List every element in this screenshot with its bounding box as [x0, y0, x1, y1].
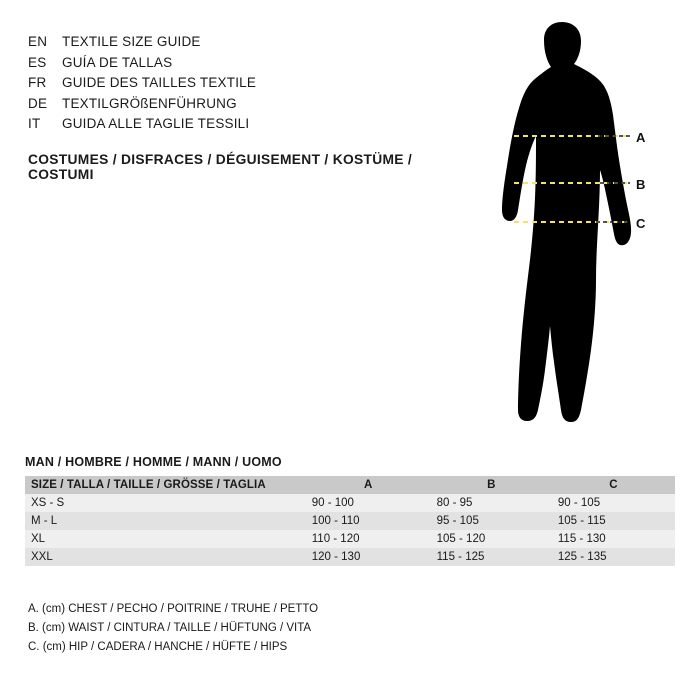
row-value-b: 80 - 95: [431, 494, 552, 512]
table-row: [25, 530, 675, 548]
table-header-c: C: [552, 476, 675, 494]
row-value-a: 120 - 130: [306, 548, 431, 566]
row-size-label: M - L: [25, 512, 306, 530]
legend-line-a: A. (cm) CHEST / PECHO / POITRINE / TRUHE / PETTO: [28, 603, 319, 615]
man-silhouette-figure: [470, 18, 675, 438]
language-code-en: EN: [28, 34, 48, 49]
row-value-c: 125 - 135: [552, 548, 675, 566]
language-row-de: [28, 94, 468, 115]
language-text-it: GUIDA ALLE TAGLIE TESSILI: [62, 116, 250, 131]
language-code-de: DE: [28, 95, 48, 111]
language-code-es: ES: [28, 54, 47, 70]
row-size-label: XS - S: [25, 494, 306, 512]
measure-label-a: A: [636, 130, 646, 145]
language-row-it: [28, 114, 468, 135]
language-code-fr: FR: [28, 75, 47, 90]
table-header-size: SIZE / TALLA / TAILLE / GRÖSSE / TAGLIA: [25, 476, 306, 494]
table-caption: MAN / HOMBRE / HOMME / MANN / UOMO: [25, 455, 282, 469]
size-table-section: [25, 455, 675, 566]
row-value-a: 110 - 120: [306, 530, 431, 548]
size-table-body: [25, 494, 675, 566]
legend-line-c: C. (cm) HIP / CADERA / HANCHE / HÜFTE / HIPS: [28, 641, 288, 653]
row-value-b: 95 - 105: [431, 512, 552, 530]
table-header-b: B: [431, 476, 552, 494]
language-text-de: TEXTILGRÖßENFÜHRUNG: [62, 95, 237, 111]
language-text-en: TEXTILE SIZE GUIDE: [62, 34, 201, 49]
row-size-label: XXL: [25, 548, 306, 566]
row-value-b: 115 - 125: [431, 548, 552, 566]
header-block: [28, 32, 468, 182]
measurement-legend: [28, 600, 528, 657]
row-value-c: 105 - 115: [552, 512, 675, 530]
table-row: [25, 494, 675, 512]
language-row-en: [28, 32, 468, 53]
row-value-a: 100 - 110: [306, 512, 431, 530]
size-table-head: [25, 476, 675, 494]
table-row: [25, 548, 675, 566]
table-header-a: A: [306, 476, 431, 494]
language-text-fr: GUIDE DES TAILLES TEXTILE: [62, 75, 257, 90]
measure-label-b: B: [636, 177, 646, 192]
language-text-es: GUÍA DE TALLAS: [62, 54, 173, 70]
row-size-label: XL: [25, 530, 306, 548]
table-header-row: [25, 476, 675, 494]
legend-line-b: B. (cm) WAIST / CINTURA / TAILLE / HÜFTUNG / VITA: [28, 622, 312, 634]
size-table: [25, 476, 675, 566]
measure-label-c: C: [636, 216, 646, 231]
row-value-a: 90 - 100: [306, 494, 431, 512]
table-row: [25, 512, 675, 530]
language-code-it: IT: [28, 116, 41, 131]
language-row-es: [28, 53, 468, 74]
language-row-fr: [28, 73, 468, 94]
row-value-c: 115 - 130: [552, 530, 675, 548]
page-title: COSTUMES / DISFRACES / DÉGUISEMENT / KOSTÜME / COSTUMI: [28, 151, 413, 182]
row-value-b: 105 - 120: [431, 530, 552, 548]
row-value-c: 90 - 105: [552, 494, 675, 512]
